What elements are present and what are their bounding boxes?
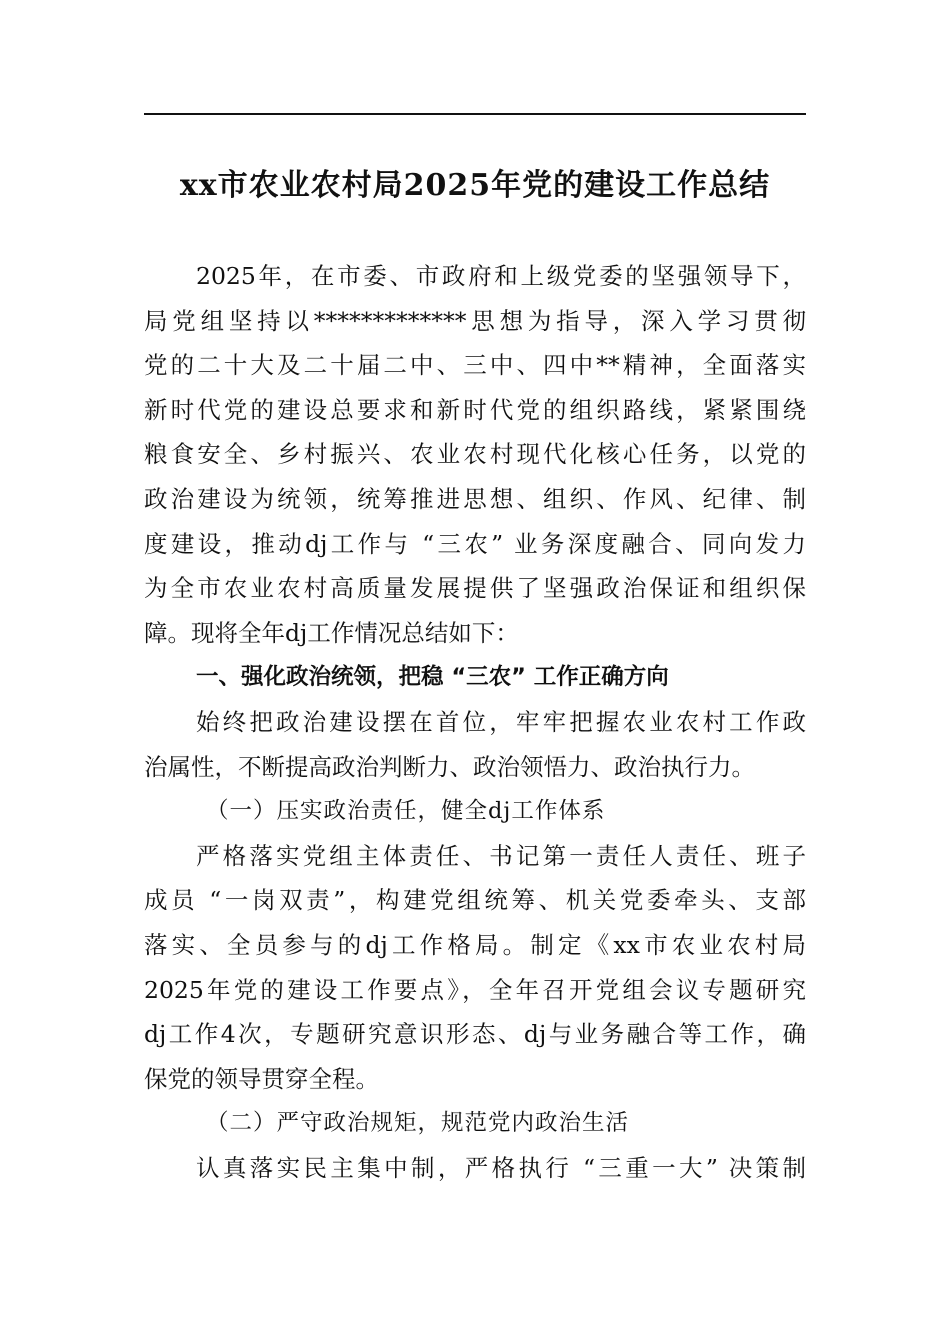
paragraph-line: 新时代党的建设总要求和新时代党的组织路线，紧紧围绕 [144,395,806,424]
paragraph-line: 障。现将全年dj工作情况总结如下： [144,618,519,647]
paragraph-line: 严格落实党组主体责任、书记第一责任人责任、班子 [196,841,806,870]
subsection-heading: （一）压实政治责任，健全dj工作体系 [206,798,606,825]
paragraph-line: 保党的领导贯穿全程。 [144,1064,379,1093]
paragraph-line: 度建设，推动dj工作与 “三农” 业务深度融合、同向发力 [144,529,806,558]
paragraph-line: 始终把政治建设摆在首位，牢牢把握农业农村工作政 [196,707,806,736]
paragraph-line: 粮食安全、乡村振兴、农业农村现代化核心任务，以党的 [144,440,806,469]
paragraph-line: 党的二十大及二十届二中、三中、四中**精神，全面落实 [144,351,806,380]
paragraph-line: 局党组坚持以*************思想为指导，深入学习贯彻 [144,306,806,335]
paragraph-line: 为全市农业农村高质量发展提供了坚强政治保证和组织保 [144,574,806,603]
paragraph-line: 认真落实民主集中制，严格执行 “三重一大” 决策制 [196,1153,806,1182]
paragraph-line: dj工作4次，专题研究意识形态、dj与业务融合等工作，确 [144,1020,806,1049]
paragraph-line: 2025年党的建设工作要点》，全年召开党组会议专题研究 [144,975,806,1004]
paragraph-line: 政治建设为统领，统筹推进思想、组织、作风、纪律、制 [144,484,806,513]
document-title: xx市农业农村局2025年党的建设工作总结 [179,168,771,203]
paragraph-line: 2025年，在市委、市政府和上级党委的坚强领导下， [196,262,806,290]
subsection-heading: （二）严守政治规矩，规范党内政治生活 [206,1110,630,1137]
document-body [144,254,806,1190]
section-heading: 一、强化政治统领，把稳 “三农” 工作正确方向 [196,664,669,691]
paragraph-line: 治属性，不断提高政治判断力、政治领悟力、政治执行力。 [144,752,755,781]
header-rule [144,113,806,115]
paragraph-line: 落实、全员参与的dj工作格局。制定《xx市农业农村局 [144,930,806,959]
paragraph-line: 成员 “一岗双责”，构建党组统筹、机关党委牵头、支部 [144,886,806,915]
